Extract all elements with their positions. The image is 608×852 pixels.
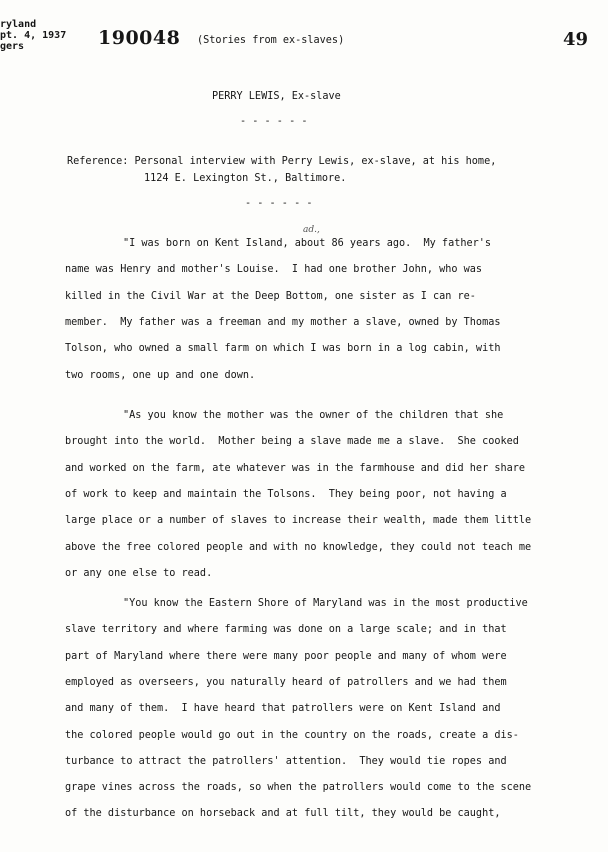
reference-address: 1124 E. Lexington St., Baltimore. — [144, 173, 347, 184]
body-line: above the free colored people and with no knowledge, they could not teach me — [65, 541, 532, 553]
document-title: PERRY LEWIS, Ex-slave — [212, 91, 341, 102]
body-line: and many of them. I have heard that patrollers were on Kent Island and — [65, 703, 501, 715]
collection-note: (Stories from ex-slaves) — [197, 35, 345, 46]
body-line: "I was born on Kent Island, about 86 years ago. My father's — [123, 238, 492, 249]
body-line: brought into the world. Mother being a slave made me a slave. She cooked — [65, 436, 519, 448]
body-line: and worked on the farm, ate whatever was in the farmhouse and did her share — [65, 462, 526, 474]
stamp-line: pt. 4, 1937 — [0, 30, 67, 41]
body-line: killed in the Civil War at the Deep Bottom, one sister as I can re- — [65, 290, 476, 302]
body-line: employed as overseers, you naturally heard of patrollers and we had them — [65, 676, 507, 688]
stamp-line: gers — [0, 41, 25, 52]
accession-number: 190048 — [98, 27, 181, 49]
body-line: or any one else to read. — [65, 567, 213, 579]
reference-divider: - - - - - - — [245, 198, 313, 209]
body-line: large place or a number of slaves to increase their wealth, made them little — [65, 515, 532, 527]
body-line: "As you know the mother was the owner of the children that she — [123, 410, 504, 421]
title-divider: - - - - - - — [240, 116, 308, 127]
body-line: name was Henry and mother's Louise. I had one brother John, who was — [65, 264, 483, 276]
date-stamp — [0, 19, 66, 52]
body-line: member. My father was a freeman and my mother a slave, owned by Thomas — [65, 316, 501, 328]
body-line: of the disturbance on horseback and at full tilt, they would be caught, — [65, 808, 501, 820]
body-line: part of Maryland where there were many poor people and many of whom were — [65, 650, 507, 662]
body-line: grape vines across the roads, so when the patrollers would come to the scene — [65, 782, 532, 794]
handwritten-insertion: ad., — [303, 225, 320, 235]
body-line: "You know the Eastern Shore of Maryland was in the most productive — [123, 598, 528, 609]
body-line: slave territory and where farming was done on a large scale; and in that — [65, 624, 507, 636]
page-number: 49 — [563, 29, 589, 50]
reference-line: Reference: Personal interview with Perry Lewis, ex-slave, at his home, — [67, 156, 497, 167]
body-line: the colored people would go out in the country on the roads, create a dis- — [65, 729, 519, 741]
body-line: two rooms, one up and one down. — [65, 369, 256, 381]
body-line: Tolson, who owned a small farm on which I was born in a log cabin, with — [65, 343, 501, 355]
body-line: turbance to attract the patrollers' attention. They would tie ropes and — [65, 755, 507, 767]
body-line: of work to keep and maintain the Tolsons. They being poor, not having a — [65, 488, 507, 500]
stamp-line: ryland — [0, 19, 37, 30]
